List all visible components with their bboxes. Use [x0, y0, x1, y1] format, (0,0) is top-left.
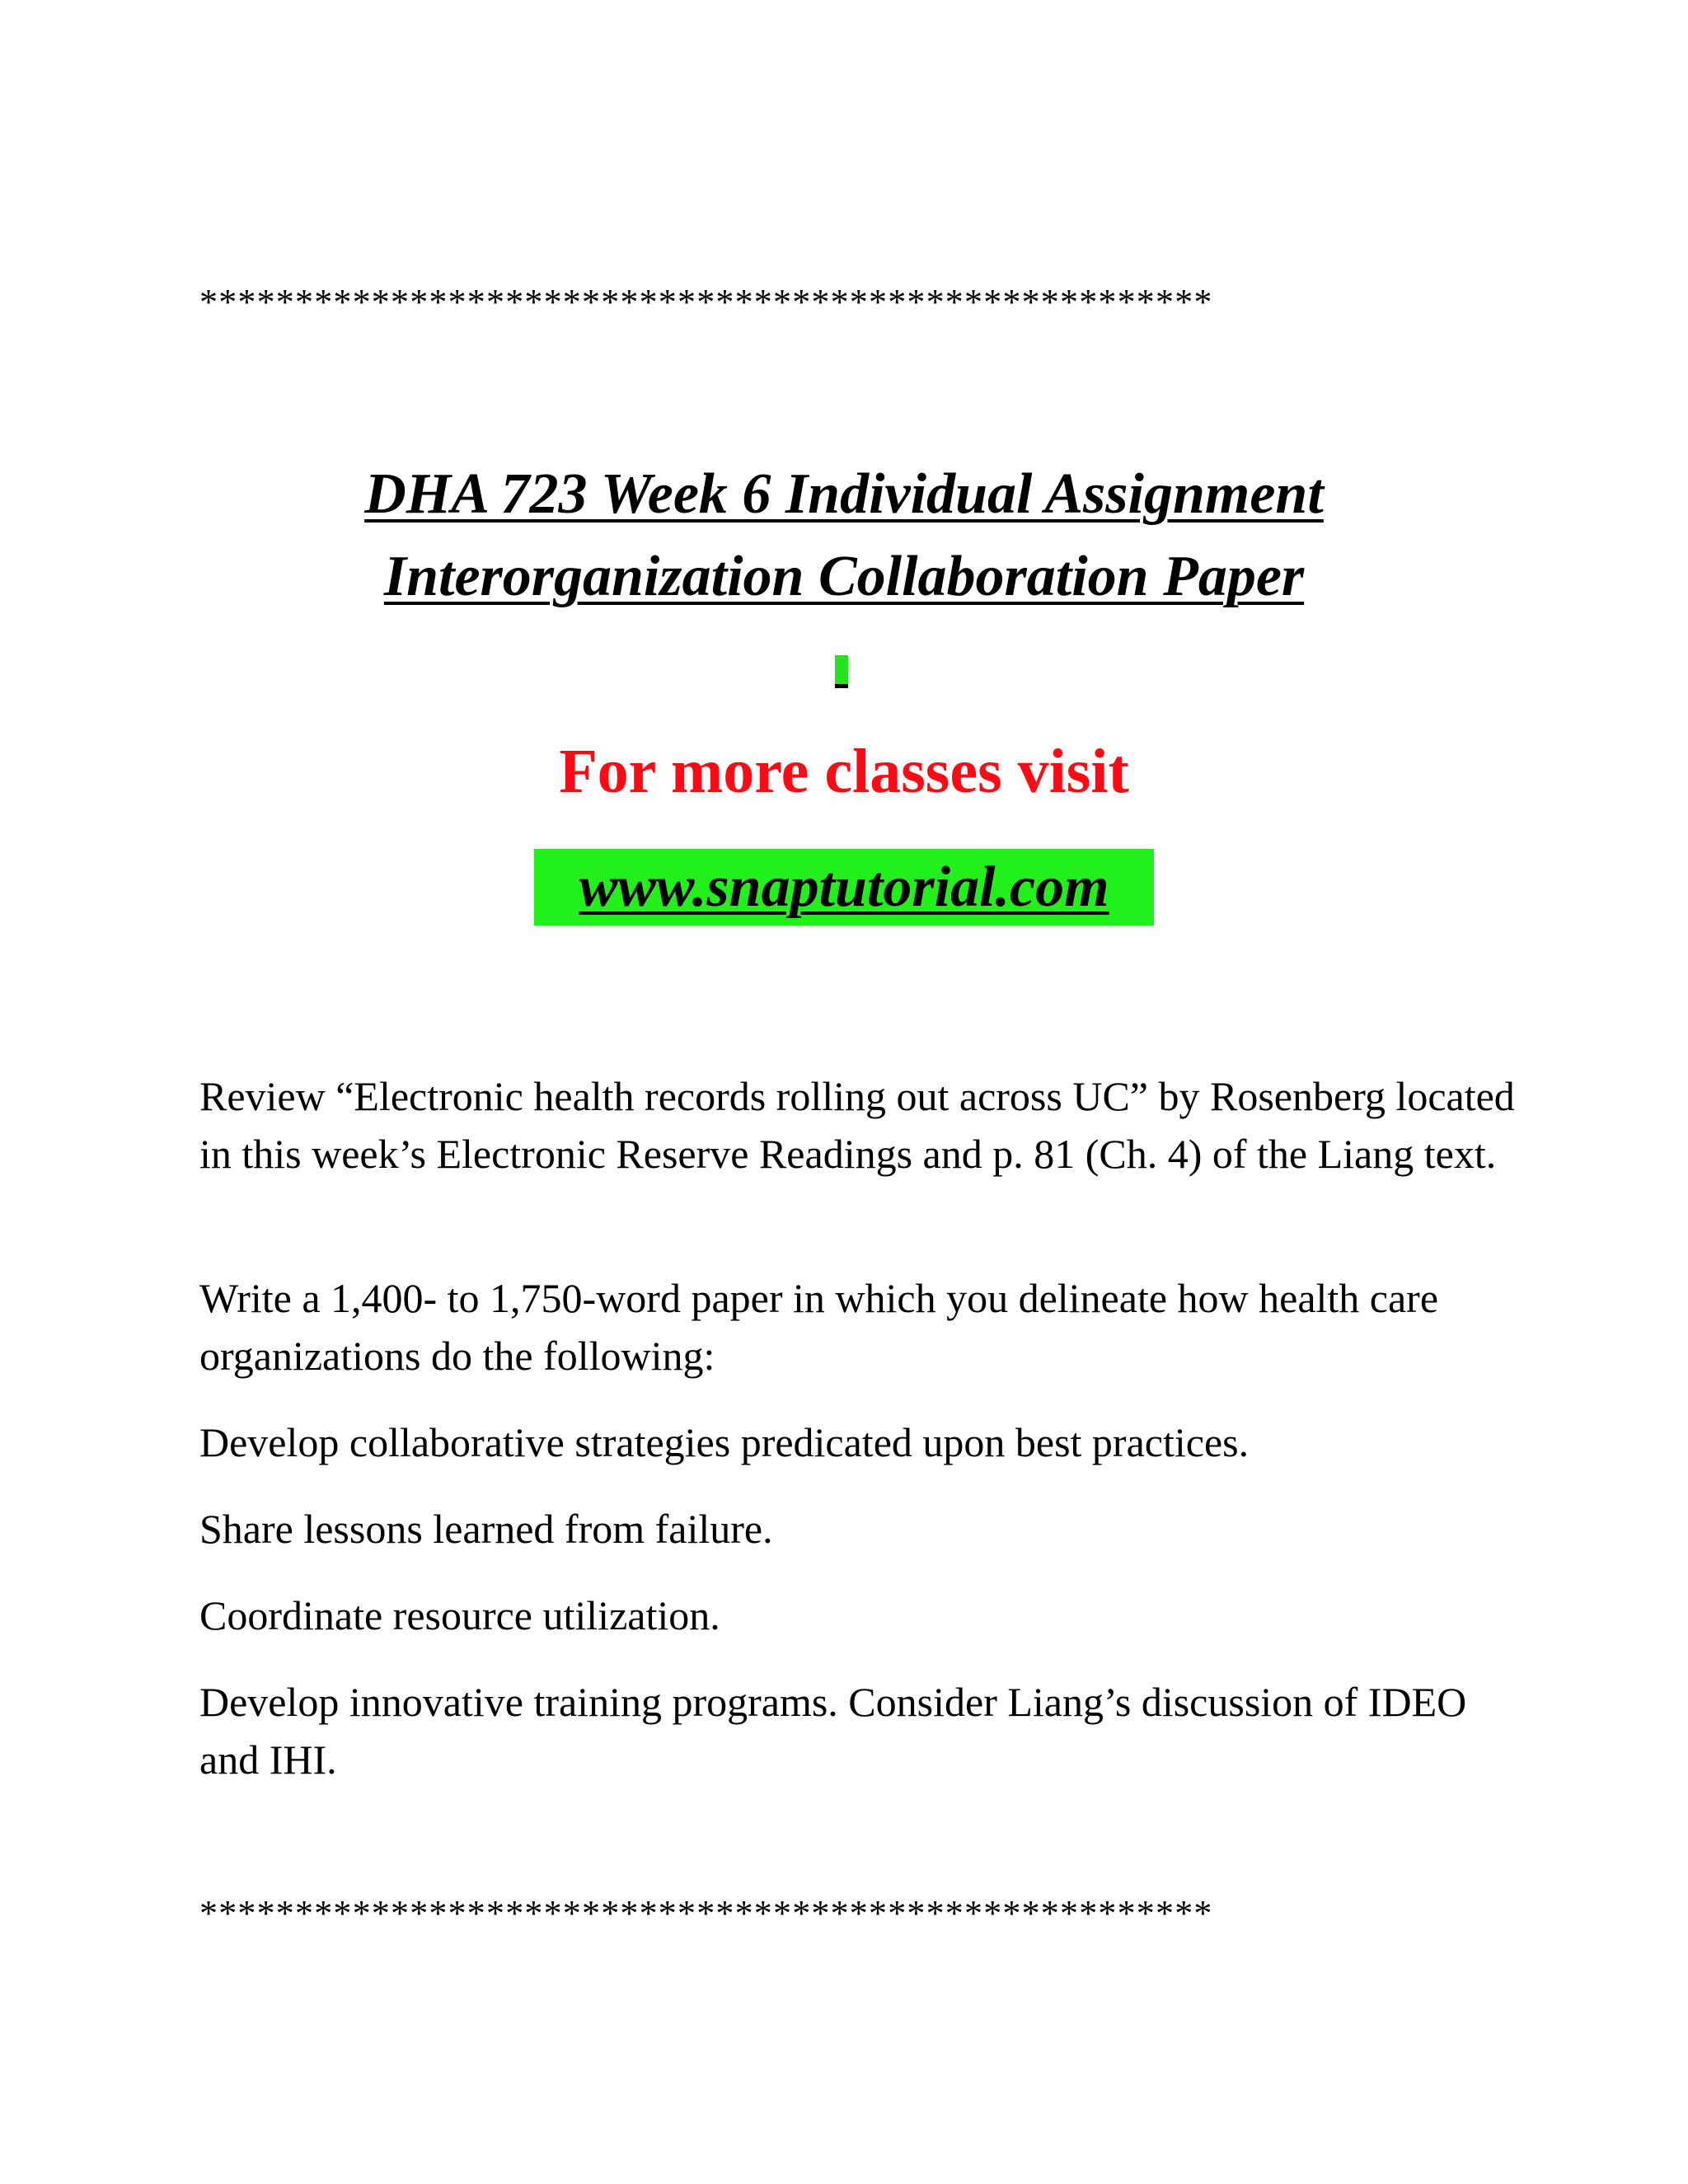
link-highlight: [534, 849, 1154, 926]
paragraph-review: Review “Electronic health records rolling out across UC” by Rosenberg located in this week’s Electronic Reserve Readings and p. 81 (Ch. 4) of the Liang text.: [199, 1073, 1515, 1177]
title-line-1: DHA 723 Week 6 Individual Assignment: [364, 462, 1324, 526]
paragraph-develop-strategies: Develop collaborative strategies predicated upon best practices.: [199, 1419, 1250, 1465]
highlight-mark: [835, 655, 848, 687]
paragraph-share-lessons: Share lessons learned from failure.: [199, 1506, 773, 1552]
title-line-2: Interorganization Collaboration Paper: [383, 545, 1305, 608]
paragraph-training: Develop innovative training programs. Consider Liang’s discussion of IDEO and IHI.: [199, 1679, 1467, 1783]
visit-text: For more classes visit: [559, 737, 1129, 806]
separator-bottom: *****************************************************: [199, 1896, 1213, 1932]
separator-top: *****************************************************: [199, 284, 1213, 321]
paragraph-write: Write a 1,400- to 1,750-word paper in which you delineate how health care organizations do the following:: [199, 1275, 1439, 1379]
paragraph-coordinate: Coordinate resource utilization.: [199, 1592, 720, 1638]
website-link[interactable]: www.snaptutorial.com: [579, 855, 1109, 919]
